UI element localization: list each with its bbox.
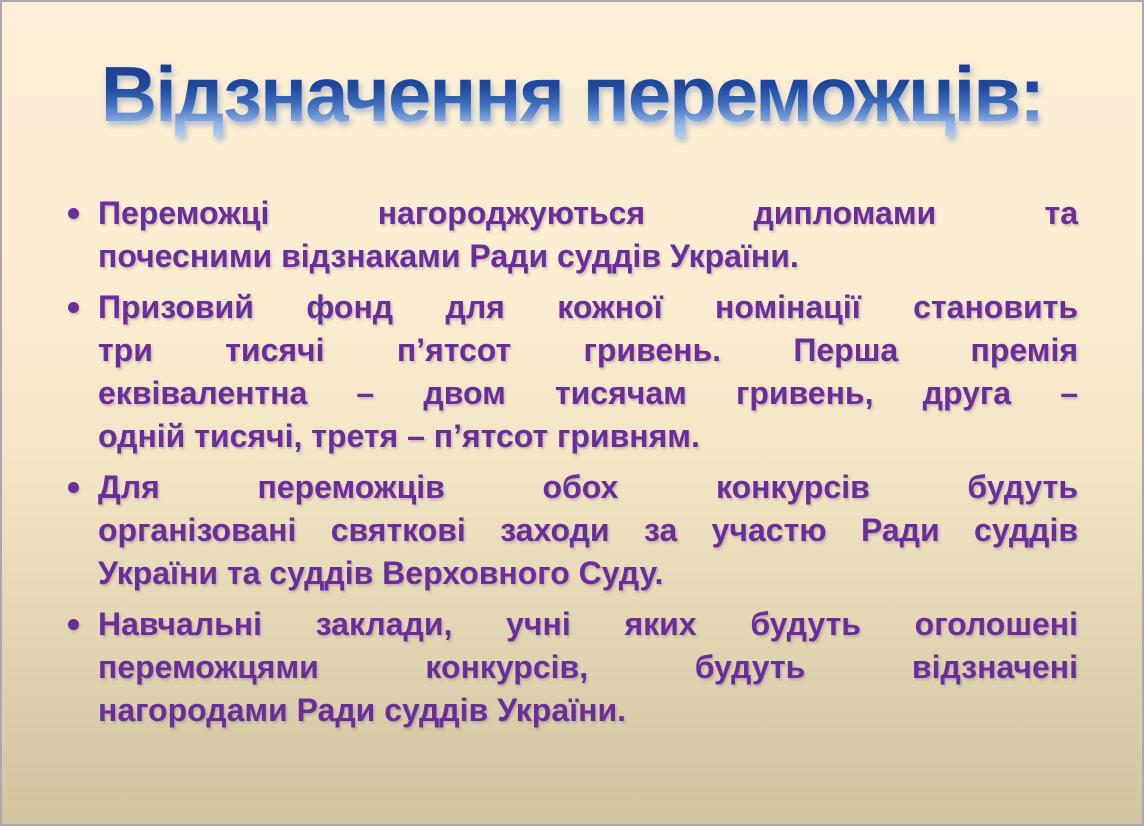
bullet-line: організовані святкові заходи за участю Ради суддів	[98, 512, 1078, 549]
bullet-list	[64, 192, 1078, 732]
bullet-item-2	[64, 286, 1078, 458]
bullet-text	[98, 286, 1078, 458]
bullet-item-4	[64, 603, 1078, 732]
bullet-marker-icon	[68, 482, 79, 493]
bullet-line: одній тисячі, третя – п’ятсот гривням.	[98, 418, 700, 455]
bullet-line: переможцями конкурсів, будуть відзначені	[98, 649, 1078, 686]
bullet-line: Призовий фонд для кожної номінації становить	[98, 289, 1078, 326]
bullet-marker-icon	[68, 302, 79, 313]
bullet-marker-icon	[68, 619, 79, 630]
title-area	[2, 2, 1142, 140]
bullet-line: України та суддів Верховного Суду.	[98, 555, 664, 592]
bullet-line: почесними відзнаками Ради суддів України.	[98, 238, 799, 275]
bullet-item-3	[64, 466, 1078, 595]
bullet-marker-icon	[68, 208, 79, 219]
bullet-text	[98, 192, 1078, 278]
bullet-item-1	[64, 192, 1078, 278]
bullet-line: нагородами Ради суддів України.	[98, 692, 626, 729]
bullet-line: Навчальні заклади, учні яких будуть оголошені	[98, 606, 1078, 643]
bullet-line: Переможці нагороджуються дипломами та	[98, 195, 1078, 232]
bullet-line: три тисячі п’ятсот гривень. Перша премія	[98, 332, 1078, 369]
bullet-line: Для переможців обох конкурсів будуть	[98, 469, 1078, 506]
bullet-text	[98, 466, 1078, 595]
bullet-line: еквівалентна – двом тисячам гривень, друга –	[98, 375, 1078, 412]
bullet-text	[98, 603, 1078, 732]
slide-title: Відзначення переможців:	[101, 48, 1043, 140]
